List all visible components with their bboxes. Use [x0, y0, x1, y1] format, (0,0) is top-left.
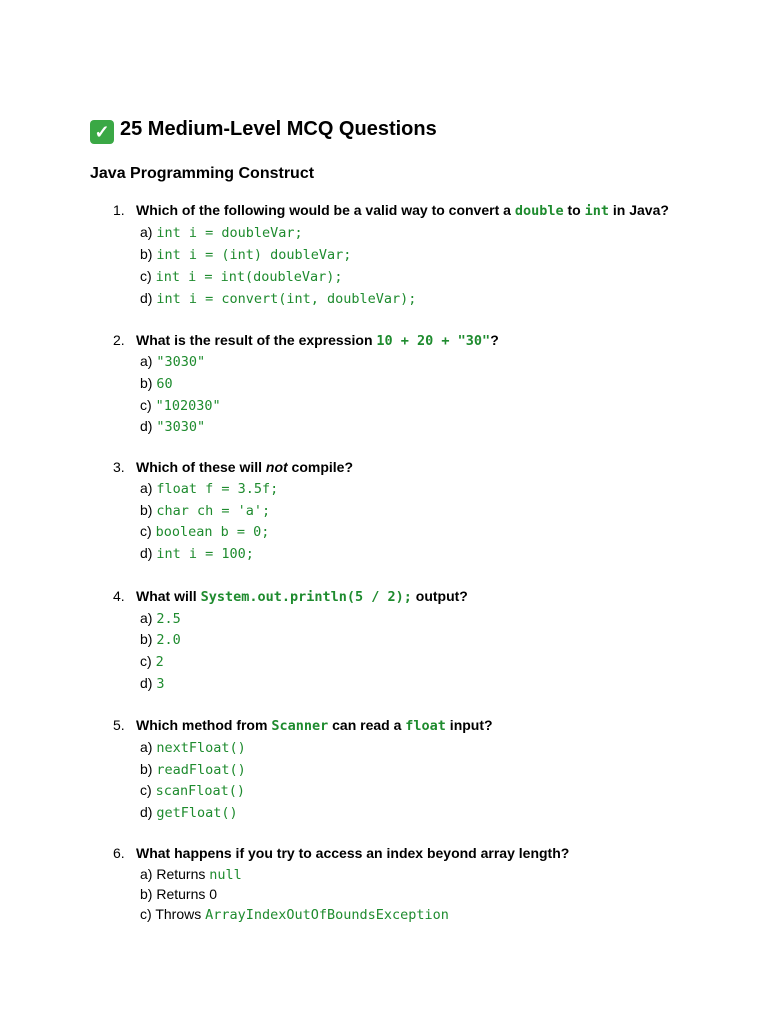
option-d: [140, 288, 416, 308]
option-c: [140, 651, 164, 671]
option-b: [140, 373, 173, 393]
option-label: b): [140, 761, 153, 777]
question-number: 6.: [113, 845, 125, 861]
option-code: 2: [155, 654, 164, 670]
question-text: [136, 330, 499, 351]
option-a: [140, 222, 303, 242]
option-label: a): [140, 739, 153, 755]
option-label: c): [140, 397, 152, 413]
option-label: d): [140, 290, 153, 306]
option-c: [140, 780, 245, 800]
option-b: [140, 500, 270, 520]
option-label: a): [140, 610, 153, 626]
option-label: a): [140, 480, 153, 496]
question-number: 5.: [113, 717, 125, 733]
option-a: [140, 478, 278, 498]
option-code: null: [209, 867, 242, 883]
option-code: "3030": [156, 354, 206, 370]
option-code: "3030": [156, 419, 206, 435]
question-number: 2.: [113, 332, 125, 348]
option-b: [140, 759, 246, 779]
option-code: int i = (int) doubleVar;: [156, 247, 352, 263]
question-number: 4.: [113, 588, 125, 604]
page-title-text: 25 Medium-Level MCQ Questions: [120, 118, 437, 140]
option-code: 2.5: [156, 611, 181, 627]
emphasis-text: not: [265, 459, 288, 475]
check-mark-icon: ✓: [90, 120, 114, 144]
question-text: [136, 457, 353, 477]
inline-code: 10 + 20 + "30": [376, 333, 491, 349]
option-text: Throws: [155, 906, 206, 922]
inline-code: Scanner: [271, 718, 329, 734]
inline-code: int: [584, 203, 609, 219]
question-text-part: to: [563, 202, 585, 218]
option-code: int i = convert(int, doubleVar);: [156, 291, 417, 307]
option-label: b): [140, 502, 153, 518]
option-d: [140, 416, 205, 436]
question-number: 3.: [113, 459, 125, 475]
option-text: Returns 0: [156, 886, 218, 902]
page-title: [90, 115, 437, 144]
option-label: c): [140, 782, 152, 798]
option-label: c): [140, 653, 152, 669]
option-code: 2.0: [156, 632, 181, 648]
option-d: [140, 673, 164, 693]
option-a: [140, 737, 246, 757]
question-number: 1.: [113, 202, 125, 218]
question-text-part: ?: [490, 332, 499, 348]
section-subtitle: Java Programming Construct: [90, 165, 315, 182]
question-text-part: in Java?: [608, 202, 669, 218]
question-text-part: Which of these will: [136, 459, 266, 475]
option-label: a): [140, 353, 153, 369]
option-label: b): [140, 375, 153, 391]
option-label: a): [140, 866, 153, 882]
option-code: "102030": [155, 398, 221, 414]
question-text-part: Which method from: [136, 717, 272, 733]
option-b: [140, 884, 217, 904]
option-code: char ch = 'a';: [156, 503, 271, 519]
option-label: a): [140, 224, 153, 240]
option-a: [140, 864, 242, 884]
option-code: int i = 100;: [156, 546, 254, 562]
option-label: c): [140, 523, 152, 539]
option-label: c): [140, 268, 152, 284]
option-label: b): [140, 886, 153, 902]
inline-code: System.out.println(5 / 2);: [200, 589, 412, 605]
question-text: [136, 715, 493, 736]
option-c: [140, 904, 449, 924]
option-d: [140, 543, 254, 563]
option-c: [140, 266, 343, 286]
option-code: int i = int(doubleVar);: [155, 269, 343, 285]
inline-code: double: [514, 203, 564, 219]
question-text: [136, 200, 669, 221]
question-text-part: input?: [445, 717, 493, 733]
question-text-part: can read a: [328, 717, 406, 733]
option-label: d): [140, 545, 153, 561]
question-text-part: Which of the following would be a valid way to convert a: [136, 202, 515, 218]
option-code: readFloat(): [156, 762, 246, 778]
option-code: nextFloat(): [156, 740, 246, 756]
option-c: [140, 521, 269, 541]
question-text-part: compile?: [287, 459, 354, 475]
option-label: c): [140, 906, 152, 922]
option-label: d): [140, 418, 153, 434]
option-code: getFloat(): [156, 805, 238, 821]
question-text-part: output?: [411, 588, 468, 604]
option-a: [140, 608, 181, 628]
option-label: b): [140, 246, 153, 262]
question-text: [136, 843, 569, 863]
option-d: [140, 802, 238, 822]
option-label: d): [140, 804, 153, 820]
option-label: d): [140, 675, 153, 691]
option-code: boolean b = 0;: [155, 524, 270, 540]
option-c: [140, 395, 221, 415]
option-code: 3: [156, 676, 165, 692]
option-label: b): [140, 631, 153, 647]
option-text: Returns: [156, 866, 210, 882]
option-code: int i = doubleVar;: [156, 225, 303, 241]
option-code: scanFloat(): [155, 783, 245, 799]
inline-code: float: [405, 718, 446, 734]
option-code: float f = 3.5f;: [156, 481, 279, 497]
option-b: [140, 629, 181, 649]
question-text-part: What will: [136, 588, 201, 604]
question-text-part: What happens if you try to access an index beyond array length?: [136, 845, 570, 861]
option-code: 60: [156, 376, 173, 392]
question-text: [136, 586, 468, 607]
question-text-part: What is the result of the expression: [136, 332, 377, 348]
option-b: [140, 244, 351, 264]
option-code: ArrayIndexOutOfBoundsException: [205, 907, 449, 923]
option-a: [140, 351, 205, 371]
